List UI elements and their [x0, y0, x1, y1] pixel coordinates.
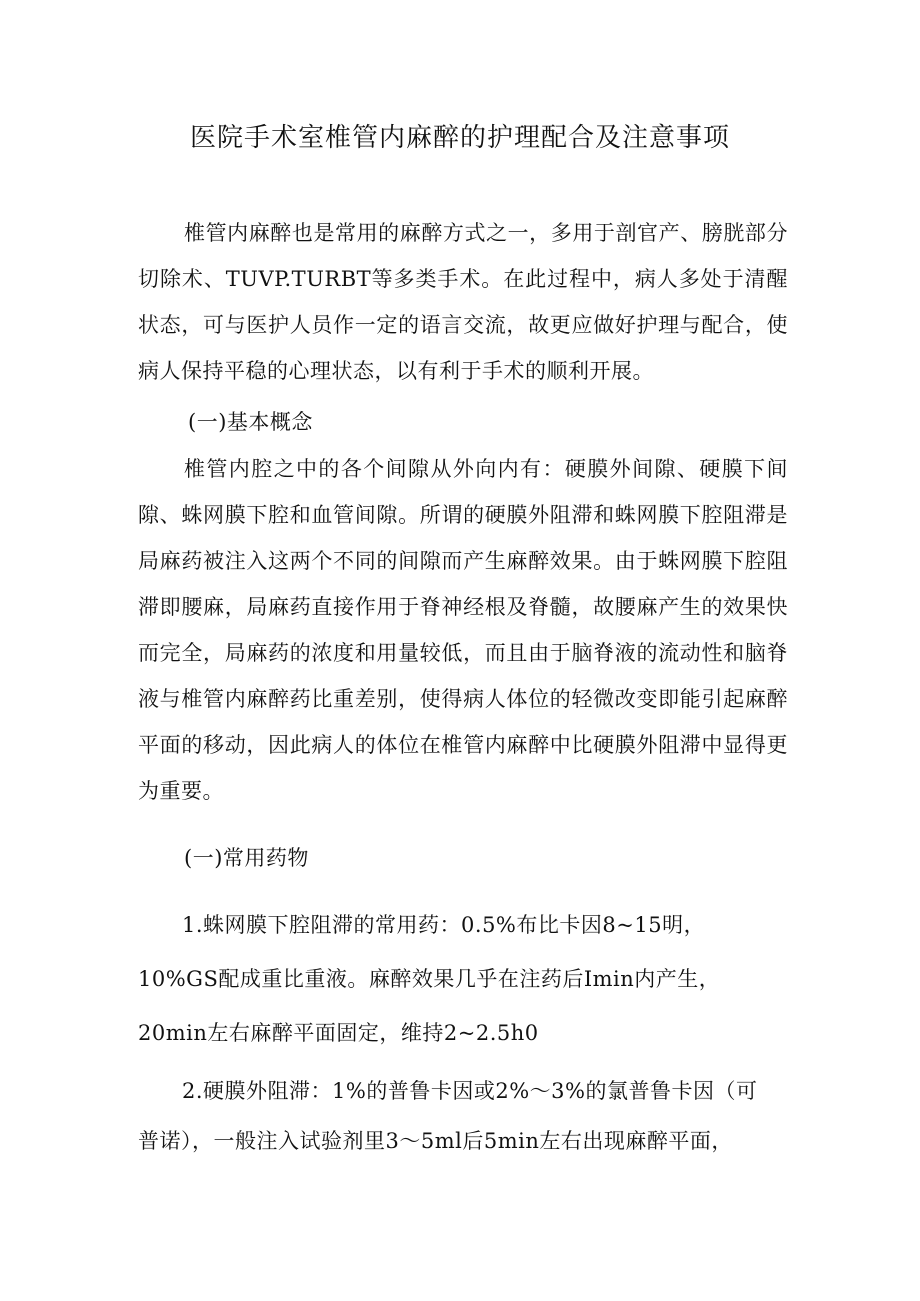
drug-item-spinal-line1: 1.蛛网膜下腔阻滞的常用药：0.5%布比卡因8~15明，	[182, 913, 706, 937]
drug-item-epidural-line1: 2.硬膜外阻滞：1%的普鲁卡因或2%～3%的氯普鲁卡因（可	[182, 1079, 758, 1103]
drug-item-spinal	[138, 898, 798, 1060]
section-heading-basic-concepts: (一)基本概念	[188, 410, 313, 434]
intro-paragraph: 椎管内麻醉也是常用的麻醉方式之一，多用于剖官产、膀胱部分切除术、TUVP.TURBT等多类手术。在此过程中，病人多处于清醒状态，可与医护人员作一定的语言交流，故更应做好护理与配合，使病人保持平稳的心理状态，以有利于手术的顺利开展。	[138, 221, 788, 383]
drug-item-epidural-line2: 普诺），一般注入试验剂里3～5ml后5min左右出现麻醉平面，	[138, 1129, 733, 1153]
drug-item-epidural	[138, 1066, 798, 1166]
page-title: 医院手术室椎管内麻醉的护理配合及注意事项	[189, 123, 730, 153]
drug-item-spinal-line3: 20min左右麻醉平面固定，维持2~2.5h0	[138, 1021, 539, 1045]
basic-concepts-paragraph: 椎管内腔之中的各个间隙从外向内有：硬膜外间隙、硬膜下间隙、蛛网膜下腔和血管间隙。所谓的硬膜外阻滞和蛛网膜下腔阻滞是局麻药被注入这两个不同的间隙而产生麻醉效果。由于蛛网膜下腔阻滞即腰麻，局麻药直接作用于脊神经根及脊髓，故腰麻产生的效果快而完全，局麻药的浓度和用量较低，而且由于脑脊液的流动性和脑脊液与椎管内麻醉药比重差别，使得病人体位的轻微改变即能引起麻醉平面的移动，因此病人的体位在椎管内麻醉中比硬膜外阻滞中显得更为重要。	[138, 457, 788, 803]
section-heading-common-drugs: (一)常用药物	[184, 846, 309, 870]
drug-item-spinal-line2: 10%GS配成重比重液。麻醉效果几乎在注药后Imin内产生，	[138, 967, 721, 991]
